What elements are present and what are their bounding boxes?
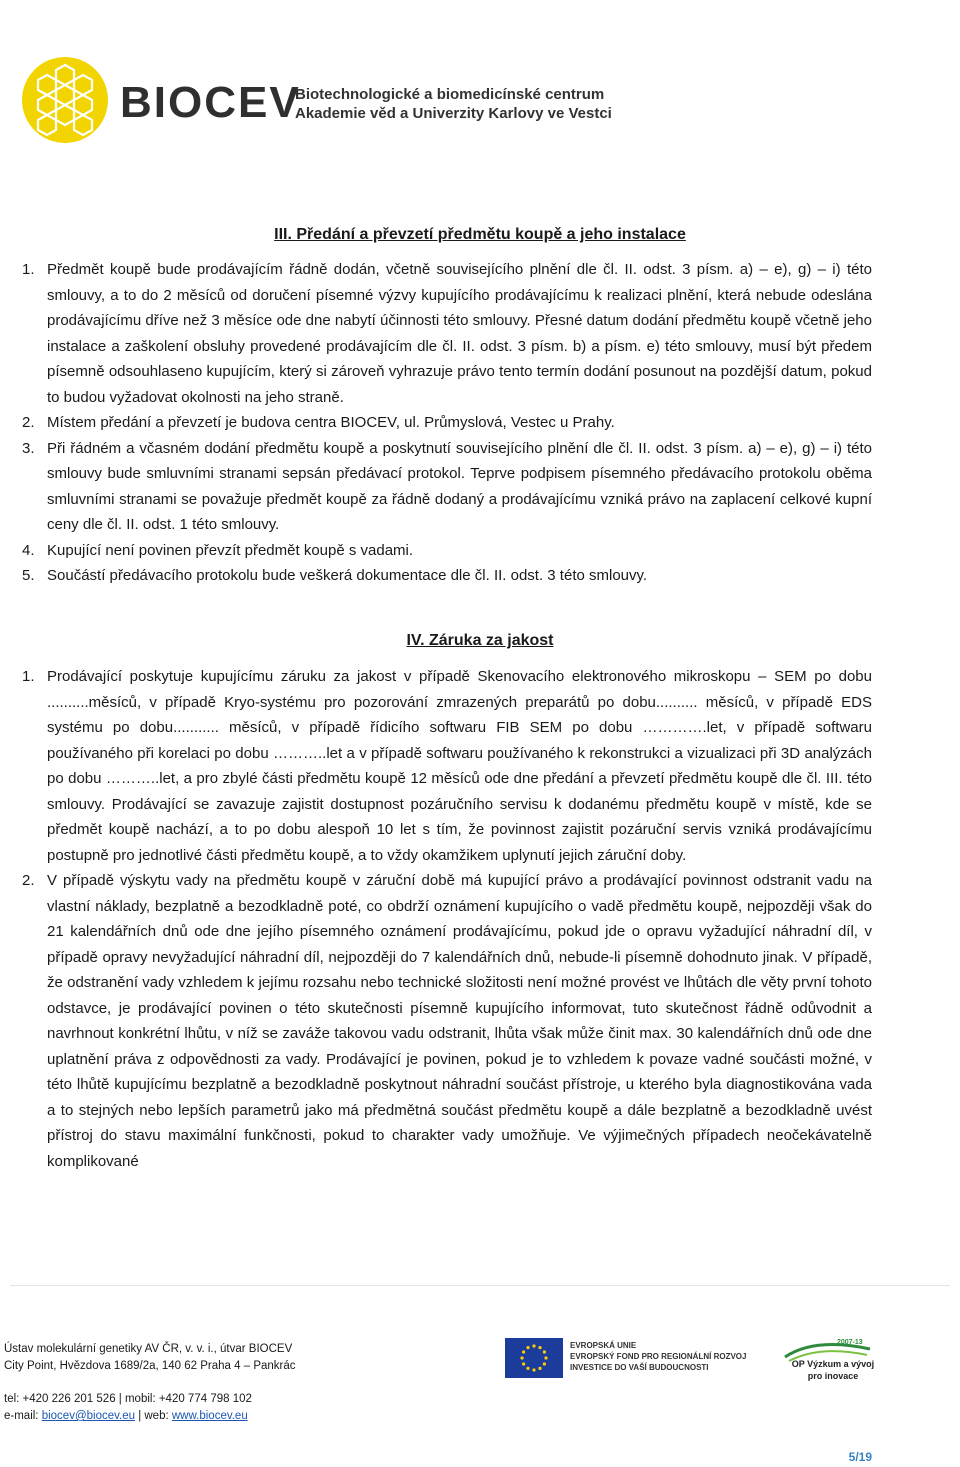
item-text: Místem předání a převzetí je budova centra BIOCEV, ul. Průmyslová, Vestec u Prahy. bbox=[47, 414, 615, 431]
logo-wordmark: BIOCEV bbox=[120, 78, 301, 127]
web-link[interactable]: www.biocev.eu bbox=[171, 1410, 248, 1422]
section-3-title: III. Předání a převzetí předmětu koupě a jeho instalace bbox=[274, 226, 686, 243]
section-4-list bbox=[22, 664, 872, 1174]
page-number: 5/19 bbox=[848, 1450, 872, 1464]
item-number: 2. bbox=[22, 414, 35, 431]
item-text: Prodávající poskytuje kupujícímu záruku za jakost v případě Skenovacího elektronového mikroskopu – SEM po dobu ..........měsíců, v případě Kryo-systému pro pozorování zmrazených preparátů po dobu.......... měsíců, v případě EDS systému po dobu........... měsíců, v případě řídicího softwaru FIB SEM po dobu ………….let, v případě softwaru používaného při korelaci po dobu ………..let a v případě softwaru používaného k rekonstrukci a vizualizaci při 3D analýzách po dobu ………..let, a pro zbylé části předmětu koupě 12 měsíců ode dne předání a převzetí předmětu koupě dle čl. III. této smlouvy. Prodávající se zavazuje zajistit dostupnost pozáručního servisu k dodanému předmětu koupě v místě, kde se předmět koupě nachází, a to po dobu alespoň 10 let s tím, že povinnost zajistit pozáruční servis vzniká prodávajícímu postupně pro jednotlivé části předmětu koupě, a to vždy okamžikem uplynutí jejich záruční doby. bbox=[47, 668, 872, 864]
item-text: Součástí předávacího protokolu bude veškerá dokumentace dle čl. II. odst. 3 této smlouvy. bbox=[47, 567, 648, 584]
list-item bbox=[22, 257, 872, 410]
item-number: 3. bbox=[22, 439, 35, 457]
list-item bbox=[22, 538, 872, 564]
item-number: 1. bbox=[22, 668, 35, 685]
item-text: Při řádném a včasném dodání předmětu koupě a poskytnutí souvisejícího plnění dle čl. II. odst. 3 písm. a) – e), g) – i) této smlouvy bude smluvními stranami sepsán předávací protokol. Teprve podpisem písemného předávacího protokolu oběma smluvními stranami se považuje předmět koupě za řádně dodaný a prodávajícímu vzniká právo na zaplacení celkové kupní ceny dle čl. II. odst. 1 této smlouvy. bbox=[47, 439, 872, 533]
footer-contact bbox=[4, 1408, 248, 1425]
email-link[interactable]: biocev@biocev.eu bbox=[41, 1410, 135, 1422]
item-number: 1. bbox=[22, 261, 35, 278]
eu-line-1: EVROPSKÁ UNIE bbox=[570, 1341, 637, 1350]
item-number: 4. bbox=[22, 541, 35, 559]
footer-phone: tel: +420 226 201 526 | mobil: +420 774 798 102 bbox=[4, 1393, 252, 1405]
list-item bbox=[22, 664, 872, 868]
item-text: Kupující není povinen převzít předmět koupě s vadami. bbox=[47, 541, 414, 559]
list-item bbox=[22, 563, 872, 589]
footer-divider bbox=[10, 1285, 950, 1286]
tagline-line-1: Biotechnologické a biomedicínské centrum bbox=[295, 86, 605, 103]
list-item bbox=[22, 436, 872, 538]
eu-fund-text bbox=[570, 1340, 746, 1373]
web-label: | web: bbox=[135, 1410, 172, 1422]
op-vavpi-logo bbox=[775, 1335, 880, 1385]
eu-flag-icon bbox=[505, 1338, 563, 1378]
email-label: e-mail: bbox=[4, 1410, 42, 1422]
header-tagline bbox=[295, 85, 612, 123]
eu-line-2: EVROPSKÝ FOND PRO REGIONÁLNÍ ROZVOJ bbox=[570, 1352, 747, 1361]
footer-address: City Point, Hvězdova 1689/2a, 140 62 Praha 4 – Pankrác bbox=[4, 1360, 296, 1372]
tagline-line-2: Akademie věd a Univerzity Karlovy ve Vestci bbox=[295, 105, 612, 122]
section-4-title: IV. Záruka za jakost bbox=[406, 632, 554, 649]
op-title: OP Výzkum a vývoj bbox=[791, 1359, 875, 1369]
item-text: V případě výskytu vady na předmětu koupě v záruční době má kupující právo a prodávající povinnost odstranit vadu na vlastní náklady, bezplatně a bezodkladně poté, co obdrží oznámení kupujícího o vadě předmětu koupě, nejpozději však do 21 kalendářních dnů ode dne jejího písemného oznámení prodávajícímu, pokud jde o opravu vyžadující náhradní díl, v případě opravy nevyžadující náhradní díl, nejpozději do 7 kalendářních dnů, nebude-li písemně dohodnuto jinak. V případě, že odstranění vady vzhledem k jejímu rozsahu nebo technické složitosti není možné provést ve lhůtách dle věty první tohoto odstavce, je prodávající povinen o této skutečnosti písemně kupujícího informovat, tuto skutečnost řádně odůvodnit a navrhnout konkrétní lhůtu, v níž se zaváže takovou vadu odstranit, lhůta však může činit max. 30 kalendářních dnů ode dne uplatnění práva z odpovědnosti za vady. Prodávající je povinen, pokud je to vzhledem k povaze vadné součásti možné, v této lhůtě kupujícímu bezplatně a bezodkladně poskytnout náhradní součást přístroje, u kterého byla diagnostikována vada a to stejných nebo lepších parametrů jako má předmětná součást předmětu koupě a dále bezplatně a bezodkladně uvést přístroj do stavu maximální funkčnosti, pokud to charakter vady umožňuje. Ve výjimečných případech neočekávatelně komplikované bbox=[47, 872, 872, 1170]
biocev-hexagon-logo-icon bbox=[20, 55, 110, 145]
item-text: Předmět koupě bude prodávajícím řádně dodán, včetně souvisejícího plnění dle čl. II. odst. 3 písm. a) – e), g) – i) této smlouvy, a to do 2 měsíců od doručení písemné výzvy kupujícího prodávajícímu k realizaci plnění, která nebude odeslána prodávajícímu dříve než 3 měsíce ode dne nabytí účinnosti této smlouvy. Přesné datum dodání předmětu koupě včetně jeho instalace a zaškolení obsluhy provedené prodávajícím dle čl. II. odst. 3 písm. b) a písm. e) této smlouvy, musí být předem písemně odsouhlaseno kupujícím, který si zároveň vyhrazuje právo tento termín dodání posunout na pozdější datum, pokud to budou vyžadovat okolnosti na jeho straně. bbox=[47, 261, 872, 406]
page-header bbox=[20, 40, 940, 160]
item-number: 2. bbox=[22, 872, 35, 889]
eu-line-3: INVESTICE DO VAŠÍ BUDOUCNOSTI bbox=[570, 1363, 709, 1372]
section-3-list bbox=[22, 257, 872, 589]
list-item bbox=[22, 868, 872, 1174]
op-subtitle: pro inovace bbox=[807, 1371, 859, 1381]
list-item bbox=[22, 410, 872, 436]
footer-org-name: Ústav molekulární genetiky AV ČR, v. v. i., útvar BIOCEV bbox=[4, 1343, 293, 1355]
item-number: 5. bbox=[22, 567, 35, 584]
op-year: 2007-13 bbox=[837, 1339, 863, 1346]
